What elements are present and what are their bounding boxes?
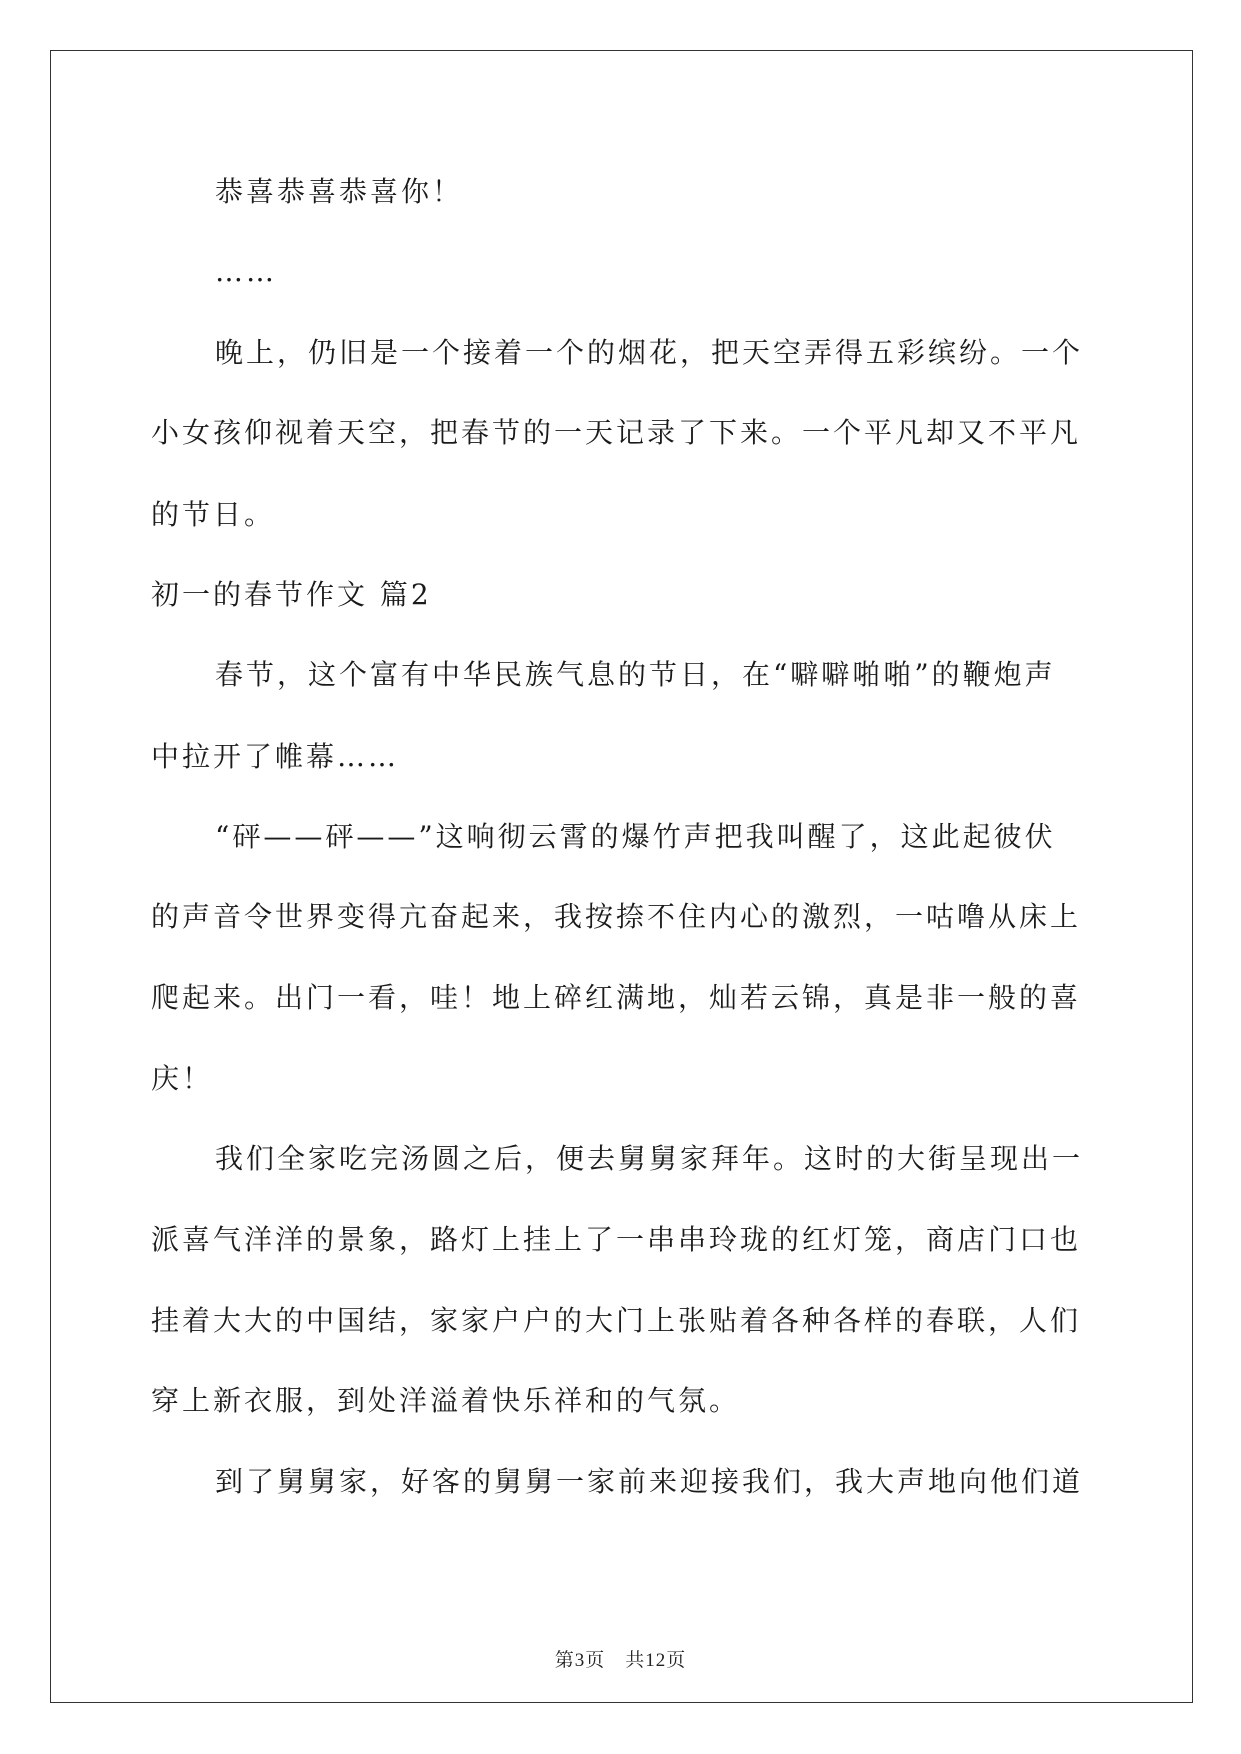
paragraph-line: …… xyxy=(215,255,277,288)
paragraph-line: 我们全家吃完汤圆之后，便去舅舅家拜年。这时的大街呈现出一 xyxy=(215,1142,1084,1175)
page-number: 第3页 xyxy=(554,1650,606,1671)
section-heading: 初一的春节作文 篇2 xyxy=(151,578,432,611)
paragraph-line: “砰——砰——”这响彻云霄的爆竹声把我叫醒了，这此起彼伏 xyxy=(215,820,1056,853)
paragraph-line: 穿上新衣服，到处洋溢着快乐祥和的气氛。 xyxy=(151,1384,741,1417)
paragraph-line: 到了舅舅家，好客的舅舅一家前来迎接我们，我大声地向他们道 xyxy=(215,1465,1084,1498)
paragraph-line: 小女孩仰视着天空，把春节的一天记录了下来。一个平凡却又不平凡 xyxy=(151,416,1082,449)
paragraph-line: 恭喜恭喜恭喜你！ xyxy=(215,175,464,208)
paragraph-line: 爬起来。出门一看，哇！地上碎红满地，灿若云锦，真是非一般的喜 xyxy=(151,981,1082,1014)
page-border xyxy=(50,50,1193,1703)
paragraph-line: 挂着大大的中国结，家家户户的大门上张贴着各种各样的春联，人们 xyxy=(151,1304,1082,1337)
paragraph-line: 晚上，仍旧是一个接着一个的烟花，把天空弄得五彩缤纷。一个 xyxy=(215,336,1084,369)
page-total: 共12页 xyxy=(625,1650,687,1671)
paragraph-line: 中拉开了帷幕…… xyxy=(151,740,400,773)
paragraph-line: 庆！ xyxy=(151,1062,214,1095)
page-footer xyxy=(0,1645,1241,1672)
paragraph-line: 派喜气洋洋的景象，路灯上挂上了一串串玲珑的红灯笼，商店门口也 xyxy=(151,1223,1082,1256)
paragraph-line: 的节日。 xyxy=(151,498,276,531)
paragraph-line: 的声音令世界变得亢奋起来，我按捺不住内心的激烈，一咕噜从床上 xyxy=(151,900,1082,933)
paragraph-line: 春节，这个富有中华民族气息的节日，在“噼噼啪啪”的鞭炮声 xyxy=(215,658,1056,691)
